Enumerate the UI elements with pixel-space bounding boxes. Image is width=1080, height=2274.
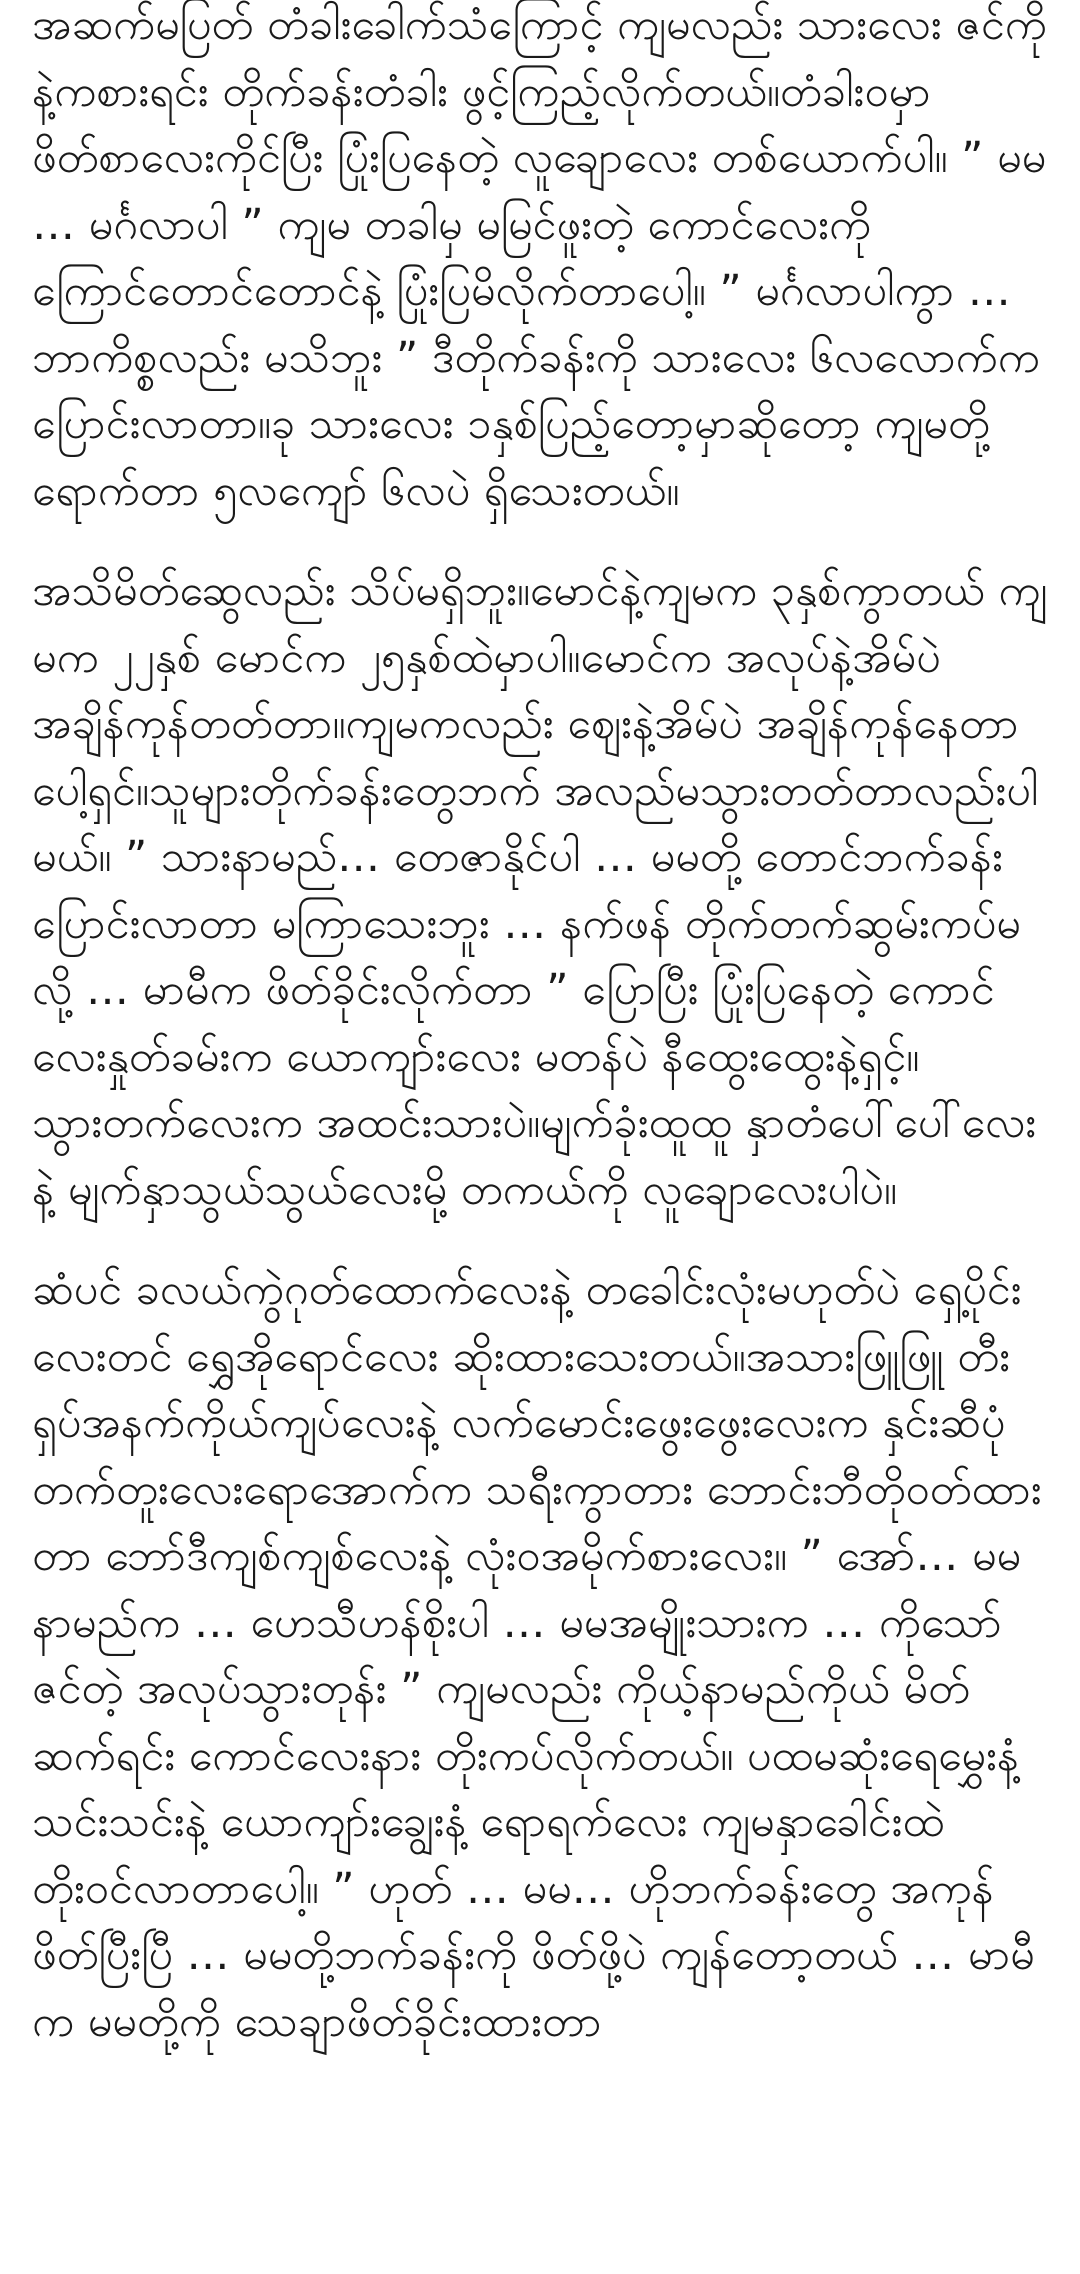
story-paragraph-1: အဆက်မပြတ် တံခါးခေါက်သံကြောင့် ကျမလည်း သားလေး ဇင်ကိုနဲ့ကစားရင်း တိုက်ခန်းတံခါး ဖွင့်ကြည့်လိုက်တယ်။တံခါးဝမှာ ဖိတ်စာလေးကိုင်ပြီး ပြုံးပြနေတဲ့ လူချောလေး တစ်ယောက်ပါ။ ” မမ … မင်္ဂလာပါ ” ကျမ တခါမှ မမြင်ဖူးတဲ့ ကောင်လေးကို ကြောင်တောင်တောင်နဲ့ ပြုံးပြမိလိုက်တာပေါ့။ ” မင်္ဂလာပါကွာ … ဘာကိစ္စလည်း မသိဘူး ” ဒီတိုက်ခန်းကို သားလေး ၆လလောက်က ပြောင်းလာတာ။ခု သားလေး ၁နှစ်ပြည့်တော့မှာဆိုတော့ ကျမတို့ ရောက်တာ ၅လကျော် ၆လပဲ ရှိသေးတယ်။ [32,0,1047,516]
story-paragraph-3: ဆံပင် ခလယ်ကွဲဂုတ်ထောက်လေးနဲ့ တခေါင်းလုံးမဟုတ်ပဲ ရှေ့ပိုင်းလေးတင် ရွှေအိုရောင်လေး ဆိုးထားသေးတယ်။အသားဖြူဖြူ တီးရှပ်အနက်ကိုယ်ကျပ်လေးနဲ့ လက်မောင်းဖွေးဖွေးလေးက နှင်းဆီပုံတက်တူးလေးရောအောက်က သရီးကွာတား ဘောင်းဘီတိုဝတ်ထားတာ ဘော်ဒီကျစ်ကျစ်လေးနဲ့ လုံးဝအမိုက်စားလေး။ ” အော်… မမနာမည်က … ဟေသီဟန်စိုးပါ … မမအမျိုးသားက … ကိုသော်ဇင်တဲ့ အလုပ်သွားတုန်း ” ကျမလည်း ကိုယ့်နာမည်ကိုယ် မိတ်ဆက်ရင်း ကောင်လေးနား တိုးကပ်လိုက်တယ်။ ပထမဆုံးရေမွှေးနံ့သင်းသင်းနဲ့ ယောကျာ်းချွေးနံ့ ရောရက်လေး ကျမနှာခေါင်းထဲ တိုးဝင်လာတာပေါ့။ ” ဟုတ် … မမ… ဟိုဘက်ခန်းတွေ အကုန်ဖိတ်ပြီးပြီ … မမတို့ဘက်ခန်းကို ဖိတ်ဖို့ပဲ ကျန်တော့တယ် … မာမီက မမတို့ကို သေချာဖိတ်ခိုင်းထားတာ [32,1265,1042,2047]
story-paragraph-2: အသိမိတ်ဆွေလည်း သိပ်မရှိဘူး။မောင်နဲ့ကျမက ၃နှစ်ကွာတယ် ကျမက ၂၂နှစ် မောင်က ၂၅နှစ်ထဲမှာပါ။မောင်က အလုပ်နဲ့အိမ်ပဲ အချိန်ကုန်တတ်တာ။ကျမကလည်း ဈေးနဲ့အိမ်ပဲ အချိန်ကုန်နေတာပေါ့ရှင်။သူများတိုက်ခန်းတွေဘက် အလည်မသွားတတ်တာလည်းပါမယ်။ ” သားနာမည်… တေဇာနိုင်ပါ … မမတို့ တောင်ဘက်ခန်း ပြောင်းလာတာ မကြာသေးဘူး … နက်ဖန် တိုက်တက်ဆွမ်းကပ်မလို့ … မာမီက ဖိတ်ခိုင်းလိုက်တာ ” ပြောပြီး ပြုံးပြနေတဲ့ ကောင်လေးနှုတ်ခမ်းက ယောကျာ်းလေး မတန်ပဲ နီထွေးထွေးနဲ့ရှင့်။သွားတက်လေးက အထင်းသားပဲ။မျက်ခုံးထူထူ နှာတံပေါ်ပေါ်လေးနဲ့ မျက်နှာသွယ်သွယ်လေးမို့ တကယ်ကို လူချောလေးပါပဲ။ [32,566,1048,1215]
